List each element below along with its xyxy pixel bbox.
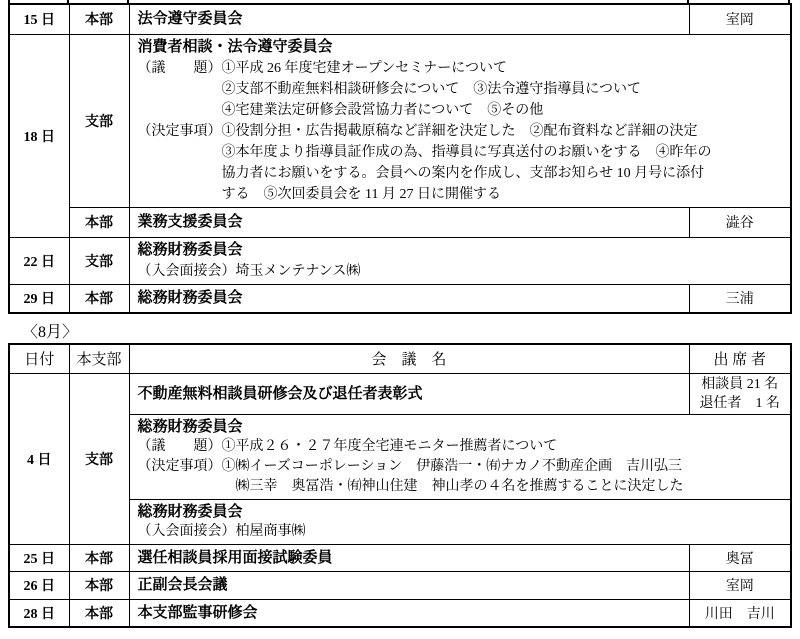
meeting-detail: （入会面接会）埼玉メンテナンス㈱	[137, 263, 361, 279]
branch-cell: 支部	[69, 34, 129, 207]
table-row	[9, 373, 791, 414]
branch-cell: 本部	[69, 571, 129, 599]
date-cell: 4 日	[9, 373, 69, 544]
branch-cell: 支部	[69, 237, 129, 284]
meeting-cell	[129, 34, 791, 207]
header-meeting: 会 議 名	[129, 344, 689, 373]
decision-line: する ⑤次回委員会を 11 月 27 日に開催する	[221, 186, 501, 202]
meeting-name: 法令遵守委員会	[137, 10, 243, 27]
meeting-name: 総務財務委員会	[137, 241, 243, 258]
attendee-cell: 澁谷	[689, 207, 791, 237]
decision-line: ③本年度より指導員証作成の為、指導員に写真送付のお願いをする ④昨年の	[221, 144, 712, 160]
attendee-cell: 三浦	[689, 284, 791, 313]
attendee-cell	[689, 373, 791, 414]
august-section-label: 〈8月〉	[22, 324, 79, 341]
branch-cell: 本部	[69, 544, 129, 571]
date-cell: 28 日	[9, 599, 69, 627]
agenda-line: ②支部不動産無料相談研修会について ③法令遵守指導員について	[221, 81, 641, 97]
meeting-cell	[129, 237, 791, 284]
attendee-cell: 奥冨	[689, 544, 791, 571]
meeting-cell	[129, 544, 689, 571]
meeting-name: 消費者相談・法令遵守委員会	[137, 38, 333, 55]
branch-cell: 本部	[69, 4, 129, 34]
meeting-cell	[129, 207, 689, 237]
meeting-detail: （入会面接会）柏屋商事㈱	[137, 523, 306, 539]
table-row	[9, 207, 791, 237]
table-row	[9, 571, 791, 599]
table-row	[9, 284, 791, 313]
meetings-table-prev-month	[8, 3, 792, 314]
table-row	[9, 34, 791, 207]
date-cell: 25 日	[9, 544, 69, 571]
decision-line: （決定事項）①役割分担・広告掲載原稿など詳細を決定した ②配布資料など詳細の決定	[137, 123, 698, 139]
attendee-count: 退任者 1 名	[699, 395, 780, 411]
header-attendee: 出 席 者	[689, 344, 791, 373]
meeting-name: 不動産無料相談員研修会及び退任者表彰式	[137, 385, 423, 402]
header-date: 日付	[9, 344, 69, 373]
branch-cell: 支部	[69, 373, 129, 544]
agenda-line: （議 題）①平成 26 年度宅建オープンセミナーについて	[137, 60, 507, 76]
table-header-row	[9, 344, 791, 373]
agenda-line: ④宅建業法定研修会設営協力者について ⑤その他	[221, 102, 544, 118]
date-cell: 15 日	[9, 4, 69, 34]
date-cell: 22 日	[9, 237, 69, 284]
attendee-cell: 室岡	[689, 571, 791, 599]
meeting-name: 総務財務委員会	[137, 418, 243, 435]
date-cell: 18 日	[9, 34, 69, 237]
meeting-cell	[129, 284, 689, 313]
meeting-name: 総務財務委員会	[137, 503, 243, 520]
table-row	[9, 4, 791, 34]
attendee-cell: 室岡	[689, 4, 791, 34]
header-branch: 本支部	[69, 344, 129, 373]
attendee-cell: 川田 吉川	[689, 599, 791, 627]
meeting-cell	[129, 4, 689, 34]
meeting-cell	[129, 571, 689, 599]
decision-line: （決定事項）①㈱イーズコーポレーション 伊藤浩一・㈲ナカノ不動産企画 吉川弘三	[137, 458, 682, 474]
meeting-cell	[129, 373, 689, 414]
branch-cell: 本部	[69, 284, 129, 313]
meeting-name: 正副会長会議	[137, 577, 228, 593]
agenda-line: （議 題）①平成２６・２７年度全宅連モニター推薦者について	[137, 438, 558, 454]
table-row	[9, 599, 791, 627]
meetings-table-august	[8, 343, 792, 628]
meeting-name: 業務支援委員会	[137, 213, 243, 230]
meeting-cell	[129, 414, 791, 499]
table-row	[9, 237, 791, 284]
date-cell: 29 日	[9, 284, 69, 313]
meeting-name: 本支部監事研修会	[137, 604, 258, 621]
table-row	[9, 544, 791, 571]
attendee-count: 相談員 21 名	[701, 376, 779, 392]
decision-line: 協力者にお願いをする。会員への案内を作成し、支部お知らせ 10 月号に添付	[221, 165, 705, 181]
meeting-name: 総務財務委員会	[137, 289, 243, 306]
meeting-cell	[129, 499, 791, 544]
branch-cell: 本部	[69, 599, 129, 627]
meeting-cell	[129, 599, 689, 627]
decision-line: ㈱三幸 奥冨浩・㈲神山住建 神山孝の４名を推薦することに決定した	[235, 478, 684, 494]
branch-cell: 本部	[69, 207, 129, 237]
meeting-name: 選任相談員採用面接試験委員	[137, 549, 333, 566]
date-cell: 26 日	[9, 571, 69, 599]
